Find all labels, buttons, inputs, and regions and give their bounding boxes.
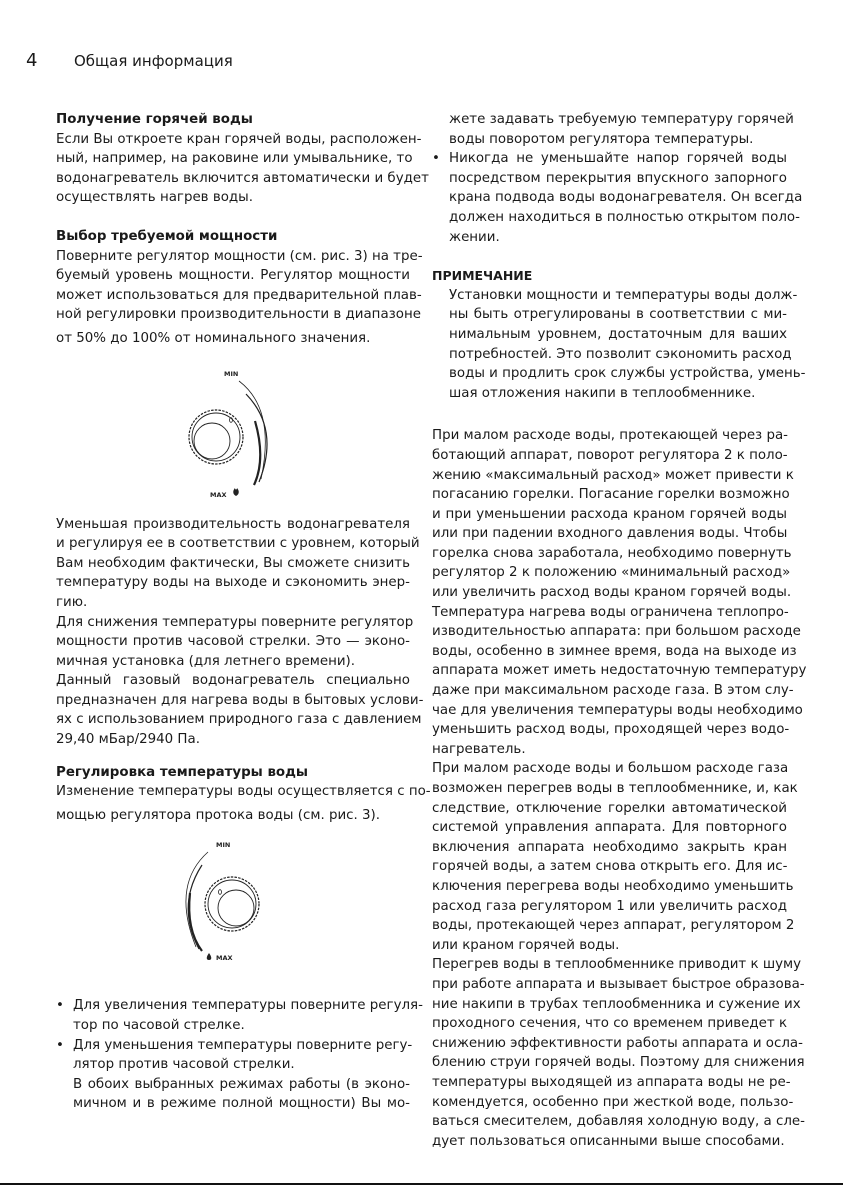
note-paragraph	[432, 286, 806, 404]
text-line: горелка снова заработала, необходимо повернуть	[432, 545, 792, 561]
text-line: уменьшить расход воды, проходящей через водо-	[432, 722, 790, 738]
text-line: мичная установка (для летнего времени).	[56, 653, 356, 669]
text-line: температуры выходящей из аппарата воды не ре-	[432, 1074, 791, 1090]
text-line: температуру воды на выходе и сэкономить энер-	[56, 575, 410, 591]
text-line: горячей воды, а затем снова открыть его. Для ис-	[432, 859, 788, 875]
text-line: гию.	[56, 594, 88, 610]
text-line: Температура нагрева воды ограничена теплопро-	[432, 604, 789, 620]
text-line: жению «максимальный расход» может привести к	[432, 467, 794, 483]
text-line: мощности против часовой стрелки. Это — эконо-	[56, 634, 410, 650]
text-line: воды поворотом регулятора температуры.	[449, 131, 754, 147]
text-line: При малом расходе воды и большом расходе газа	[432, 761, 789, 777]
heading-hot-water: Получение горячей воды	[56, 112, 253, 127]
text-line: Данный газовый водонагреватель специально	[56, 673, 410, 689]
text-line: комендуется, особенно при жесткой воде, пользо-	[432, 1094, 794, 1110]
text-line: и регулируя ее в соответствии с уровнем, который	[56, 536, 420, 552]
text-line: снижению эффективности работы аппарата и осла-	[432, 1035, 803, 1051]
dial-max-label: MAX	[216, 954, 233, 963]
text-line: проходного сечения, что со временем приведет к	[432, 1016, 788, 1032]
text-line: Изменение температуры воды осуществляется с по-	[56, 784, 431, 800]
text-line: водонагреватель включится автоматически и будет	[56, 170, 429, 186]
text-line: воды, протекающей через аппарат, регулятором 2	[432, 918, 795, 934]
text-line: шая отложения накипи в теплообменнике.	[449, 385, 756, 401]
text-line: ваться смесителем, добавляя холодную воду, а сле-	[432, 1114, 805, 1130]
text-line: системой управления аппарата. Для повторного	[432, 820, 787, 836]
text-line: включения аппарата необходимо закрыть кран	[432, 839, 787, 855]
text-line: или увеличить расход воды краном горячей воды.	[432, 585, 792, 601]
text-line: изводительностью аппарата: при большом расходе	[432, 624, 801, 640]
text-line: Никогда не уменьшайте напор горячей воды	[449, 151, 787, 167]
text-line: аппарата может иметь недостаточную температуру	[432, 663, 807, 679]
text-line: мощью регулятора протока воды (см. рис. 3).	[56, 807, 381, 823]
text-line: крана подвода воды водонагревателя. Он всегда	[449, 190, 803, 206]
temperature-dial-figure	[56, 825, 410, 996]
text-line: ботающий аппарат, поворот регулятора 2 к поло-	[432, 447, 788, 463]
right-column	[432, 110, 807, 1151]
text-line: чае для увеличения температуры воды необходимо	[432, 702, 803, 718]
text-line: осуществлять нагрев воды.	[56, 190, 254, 206]
text-line: блению струи горячей воды. Поэтому для снижения	[432, 1055, 805, 1071]
text-line: тор по часовой стрелке.	[73, 1018, 245, 1034]
text-line: должен находиться в полностью открытом поло-	[449, 209, 800, 225]
modes-paragraph	[56, 1075, 410, 1114]
text-line: мичном и в режиме полной мощности) Вы мо-	[73, 1096, 410, 1112]
text-line: посредством перекрытия впускного запорного	[449, 170, 787, 186]
text-line: Для увеличения температуры поверните регуля-	[73, 998, 423, 1014]
bullet-icon: •	[56, 1037, 64, 1053]
text-line: нагреватель.	[432, 741, 526, 757]
text-line: ны быть отрегулированы в соответствии с ми-	[449, 307, 787, 323]
text-line: нимальным уровнем, достаточным для ваших	[449, 326, 787, 342]
text-line: погасанию горелки. Погасание горелки возможно	[432, 487, 790, 503]
bullet-icon: •	[56, 998, 64, 1014]
text-line: даже при максимальном расходе газа. В этом слу-	[432, 683, 794, 699]
text-line: Для снижения температуры поверните регулятор	[56, 614, 414, 630]
section-title: Общая информация	[74, 52, 233, 70]
text-line: и при уменьшении расхода краном горячей воды	[432, 506, 787, 522]
text-line: воды, особенно в зимнее время, вода на выходе из	[432, 643, 797, 659]
text-line: при работе аппарата и вызывает быстрое образова-	[432, 976, 805, 992]
text-line: ной регулировки производительности в диапазоне	[56, 307, 421, 323]
text-line: При малом расходе воды, протекающей через ра-	[432, 428, 788, 444]
text-line: Для уменьшения температуры поверните регу-	[73, 1037, 413, 1053]
dial-min-label: MIN	[216, 841, 231, 850]
continued-paragraph	[432, 110, 794, 149]
temperature-dial-illustration	[56, 825, 410, 996]
text-line: или краном горячей воды.	[432, 937, 620, 953]
text-line: воды и продлить срок службы устройства, умень-	[449, 366, 806, 382]
text-line: ние накипи в трубах теплообменника и сужение их	[432, 996, 801, 1012]
text-line: лятор против часовой стрелки.	[73, 1057, 295, 1073]
text-line: жении.	[449, 229, 500, 245]
flame-icon	[233, 488, 239, 496]
text-line: ключения перегрева воды необходимо уменьшить	[432, 878, 794, 894]
bullet-item	[56, 1036, 413, 1075]
text-line: регулятор 2 к положению «минимальный расход»	[432, 565, 791, 581]
bullet-item	[56, 996, 423, 1035]
text-line: расход газа регулятором 1 или увеличить расход	[432, 898, 787, 914]
note-heading: ПРИМЕЧАНИЕ	[432, 268, 533, 284]
dial-max-label: MAX	[210, 490, 227, 499]
heading-power: Выбор требуемой мощности	[56, 228, 278, 244]
text-line: жете задавать требуемую температуру горячей	[449, 112, 794, 127]
text-line: 29,40 мБар/2940 Па.	[56, 732, 200, 748]
text-line: может использоваться для предварительной плав-	[56, 287, 422, 303]
text-line: Вам необходим фактически, Вы сможете снизить	[56, 555, 410, 571]
text-line: следствие, отключение горелки автоматической	[432, 800, 787, 816]
text-line: потребностей. Это позволит сэкономить расход	[449, 346, 792, 362]
water-drop-icon	[207, 953, 212, 960]
text-line: Если Вы откроете кран горячей воды, расположен-	[56, 131, 422, 147]
text-line: В обоих выбранных режимах работы (в эконо-	[73, 1076, 410, 1092]
left-column	[56, 110, 431, 1114]
power-dial-figure	[56, 349, 410, 515]
bullet-icon: •	[432, 151, 440, 167]
text-line: возможен перегрев воды в теплообменнике, и, как	[432, 781, 798, 796]
text-line: ный, например, на раковине или умывальнике, то	[56, 151, 413, 167]
text-line: предназначен для нагрева воды в бытовых услови-	[56, 692, 424, 708]
text-line: дует пользоваться описанными выше способами.	[432, 1133, 785, 1149]
text-line: Перегрев воды в теплообменнике приводит к шуму	[432, 957, 802, 973]
page-number: 4	[26, 50, 38, 71]
bullet-item	[432, 149, 803, 247]
body-paragraphs	[432, 426, 807, 1151]
text-line: Уменьшая производительность водонагревателя	[56, 516, 410, 532]
text-line: Поверните регулятор мощности (см. рис. 3) на тре-	[56, 248, 423, 264]
text-line: ях с использованием природного газа с давлением	[56, 712, 422, 728]
text-line: от 50% до 100% от номинального значения.	[56, 330, 371, 346]
power-dial-illustration	[56, 349, 410, 515]
text-line: или при падении входного давления воды. Чтобы	[432, 526, 788, 542]
dial-min-label: MIN	[224, 369, 239, 378]
text-line: Установки мощности и температуры воды долж-	[449, 287, 798, 303]
text-line: буемый уровень мощности. Регулятор мощности	[56, 268, 410, 284]
heading-temperature: Регулировка температуры воды	[56, 764, 309, 780]
